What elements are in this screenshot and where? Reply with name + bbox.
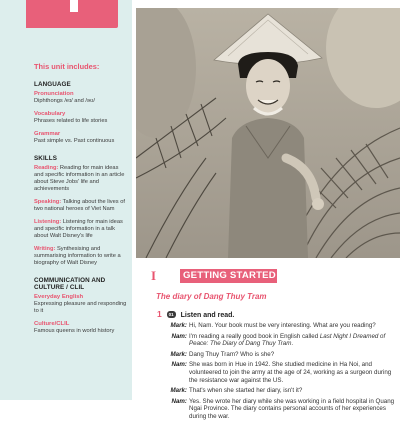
listening-skill [34,219,128,240]
reading-text: Reading for main ideas and specific information in an article about Steve Jobs' life and achievements [34,165,125,192]
unit-sidebar [0,0,132,400]
audio-track-icon[interactable]: 01 [168,312,174,317]
section-title: GETTING STARTED [180,269,277,283]
language-heading: LANGUAGE [34,81,71,88]
writing-label: Writing: [34,246,56,252]
dialogue-text: I'm reading a really good book in English called [189,332,320,340]
culture-clil-label: Culture/CLIL [34,321,70,327]
pronunciation-text: Diphthongs /eɪ/ and /əʊ/ [34,98,95,104]
exercise-number: 1 [157,309,162,319]
exercise-text: Listen and read. [180,312,235,319]
speaker: Mark: [170,322,187,329]
grammar-label: Grammar [34,131,61,137]
speaker: Nam: [171,361,187,369]
unit-includes-title: This unit includes: [34,62,100,71]
dialogue-line [157,398,400,421]
dialogue-text: She was born in Hue in 1942. She studied medicine in Ha Noi, and volunteered to join the army at the age of 24, working as a surgeon during the resistance war against the US. [189,361,392,384]
listening-label: Listening: [34,219,62,225]
unit-tab-notch [70,0,78,12]
photo-illustration [136,8,400,258]
culture-clil-text: Famous queens in world history [34,328,115,334]
speaker: Mark: [170,387,187,395]
culture-heading: COMMUNICATION AND CULTURE / CLIL [34,277,106,291]
reading-label: Reading: [34,165,59,171]
speaker: Nam: [171,332,187,340]
unit-contents [34,62,128,341]
grammar-text: Past simple vs. Past continuous [34,138,115,144]
vocabulary-label: Vocabulary [34,111,66,117]
speaking-text: Talking about the lives of two national heroes of Viet Nam [34,199,125,212]
writing-skill [34,246,128,267]
pronunciation-label: Pronunciation [34,91,74,97]
dialogue [157,322,400,424]
listening-text: Listening for main ideas and specific information in a talk about Walt Disney's life [34,219,123,239]
dialogue-line [157,351,400,359]
vocabulary-text: Phrases related to life stories [34,118,108,124]
dialogue-line [157,361,400,384]
dialogue-text: Yes. She wrote her diary while she was working in a field hospital in Quang Ngai Province. The diary contains personal accounts of her experiences during the war. [189,397,395,420]
reading-skill [34,165,128,193]
everyday-english-label: Everyday English [34,294,84,300]
dialogue-line [157,333,400,348]
book-title: Last Night I Dreamed of Peace: The Diary of Dang Thuy Tram [189,332,386,348]
speaking-skill [34,199,128,213]
speaking-label: Speaking: [34,199,62,205]
speaker: Nam: [171,397,187,405]
skills-heading: SKILLS [34,155,57,162]
dialogue-text-end: . [291,340,294,348]
speaker: Mark: [170,350,187,358]
dang-thuy-tram-photo [136,8,400,258]
exercise-instruction [157,309,234,319]
dialogue-text: Dang Thuy Tram? Who is she? [189,350,275,358]
writing-text: Synthesising and summarising information to write a biography of Walt Disney [34,246,121,266]
reading-title: The diary of Dang Thuy Tram [156,292,267,301]
section-numeral: I [151,268,157,283]
dialogue-text: That's when she started her diary, isn't it? [189,387,303,395]
dialogue-line [157,387,400,395]
everyday-english-text: Expressing pleasure and responding to it [34,301,127,314]
dialogue-line [157,322,400,330]
dialogue-text: Hi, Nam. Your book must be very interesting. What are you reading? [189,322,376,329]
